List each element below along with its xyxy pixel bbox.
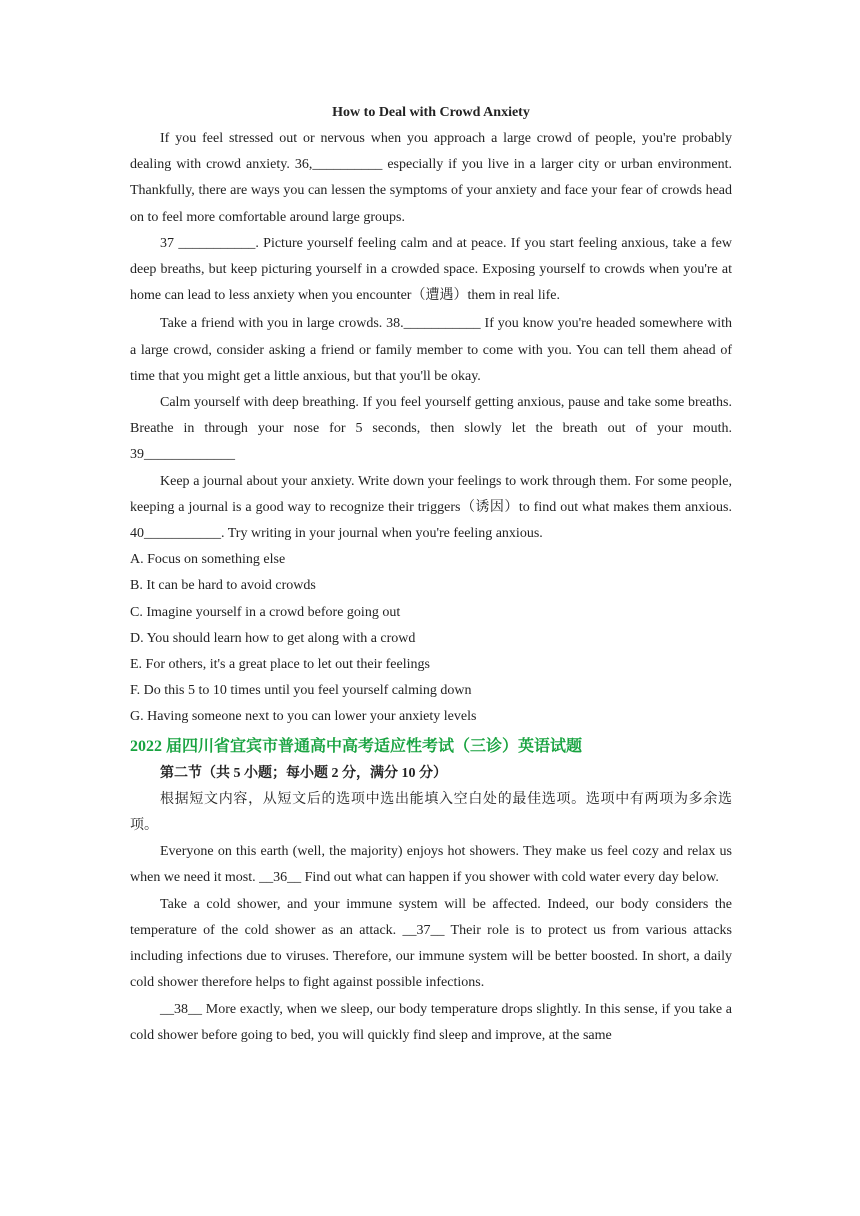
passage-title: How to Deal with Crowd Anxiety	[332, 105, 530, 120]
section-instruction: 根据短文内容，从短文后的选项中选出能填入空白处的最佳选项。选项中有两项为多余选项。	[130, 791, 732, 834]
blank-36: __36__	[259, 870, 302, 886]
option-e: E. For others, it's a great place to let out their feelings	[130, 657, 430, 673]
passage-paragraph-4: Calm yourself with deep breathing. If you feel yourself getting anxious, pause and take some breaths. Breathe in through your nose for 5 seconds, then slowly let the breath out of your mouth. 39_____________	[130, 395, 732, 463]
option-g: G. Having someone next to you can lower your anxiety levels	[130, 709, 477, 725]
section2-paragraph-1	[130, 839, 732, 891]
blank-38: __38__	[160, 1001, 202, 1017]
passage-paragraph-1: If you feel stressed out or nervous when you approach a large crowd of people, you're probably dealing with crowd anxiety. 36,__________ especially if you live in a larger city or urban environment. Thankfully, there are ways you can lessen the symptoms of your anxiety and face your fear of crowds head on to feel more comfortable around large groups.	[130, 131, 732, 225]
section2-paragraph-3	[130, 997, 732, 1049]
passage-paragraph-2: 37 ___________. Picture yourself feeling calm and at peace. If you start feeling anxious, take a few deep breaths, but keep picturing yourself in a crowded space. Exposing yourself to crowds when you're at home can lead to less anxiety when you encounter（遭遇）them in real life.	[130, 235, 732, 304]
option-f: F. Do this 5 to 10 times until you feel yourself calming down	[130, 683, 472, 699]
passage-paragraph-5: Keep a journal about your anxiety. Write down your feelings to work through them. For some people, keeping a journal is a good way to recognize their triggers（诱因）to find out what makes them anxious. 40___________. Try writing in your journal when you're feeling anxious.	[130, 473, 732, 542]
paragraph-text: Their role is to protect us from various attacks including infections due to viruses. Therefore, our immune system will be better boosted. In short, a daily cold shower therefore helps to fight against possible infections.	[130, 922, 733, 991]
paragraph-text: Take a cold shower, and your immune system will be affected. Indeed, our body considers the temperature of the cold shower as an attack.	[130, 896, 732, 938]
paragraph-text: Find out what can happen if you shower with cold water every day below.	[301, 870, 719, 886]
section2-paragraph-2	[130, 892, 732, 997]
blank-37: __37__	[402, 922, 445, 938]
paragraph-text: Everyone on this earth (well, the majority) enjoys hot showers. They make us feel cozy and relax us when we need it most.	[130, 844, 732, 886]
option-a: A. Focus on something else	[130, 552, 286, 568]
paragraph-text: More exactly, when we sleep, our body temperature drops slightly. In this sense, if you take a cold shower before going to bed, you will quickly find sleep and improve, at the same	[130, 1001, 732, 1043]
option-d: D. You should learn how to get along with a crowd	[130, 630, 416, 646]
option-c: C. Imagine yourself in a crowd before going out	[130, 604, 401, 620]
document-page	[130, 100, 732, 1049]
exam-heading: 2022 届四川省宜宾市普通高中高考适应性考试（三诊）英语试题	[130, 737, 583, 755]
section-subheading: 第二节（共 5 小题；每小题 2 分，满分 10 分）	[160, 765, 447, 781]
passage-paragraph-3: Take a friend with you in large crowds. 38.___________ If you know you're headed somewhere with a large crowd, consider asking a friend or family member to come with you. You can tell them ahead of time that you might get a little anxious, but that you'll be okay.	[130, 316, 732, 384]
options-list	[130, 547, 732, 730]
option-b: B. It can be hard to avoid crowds	[130, 578, 316, 594]
